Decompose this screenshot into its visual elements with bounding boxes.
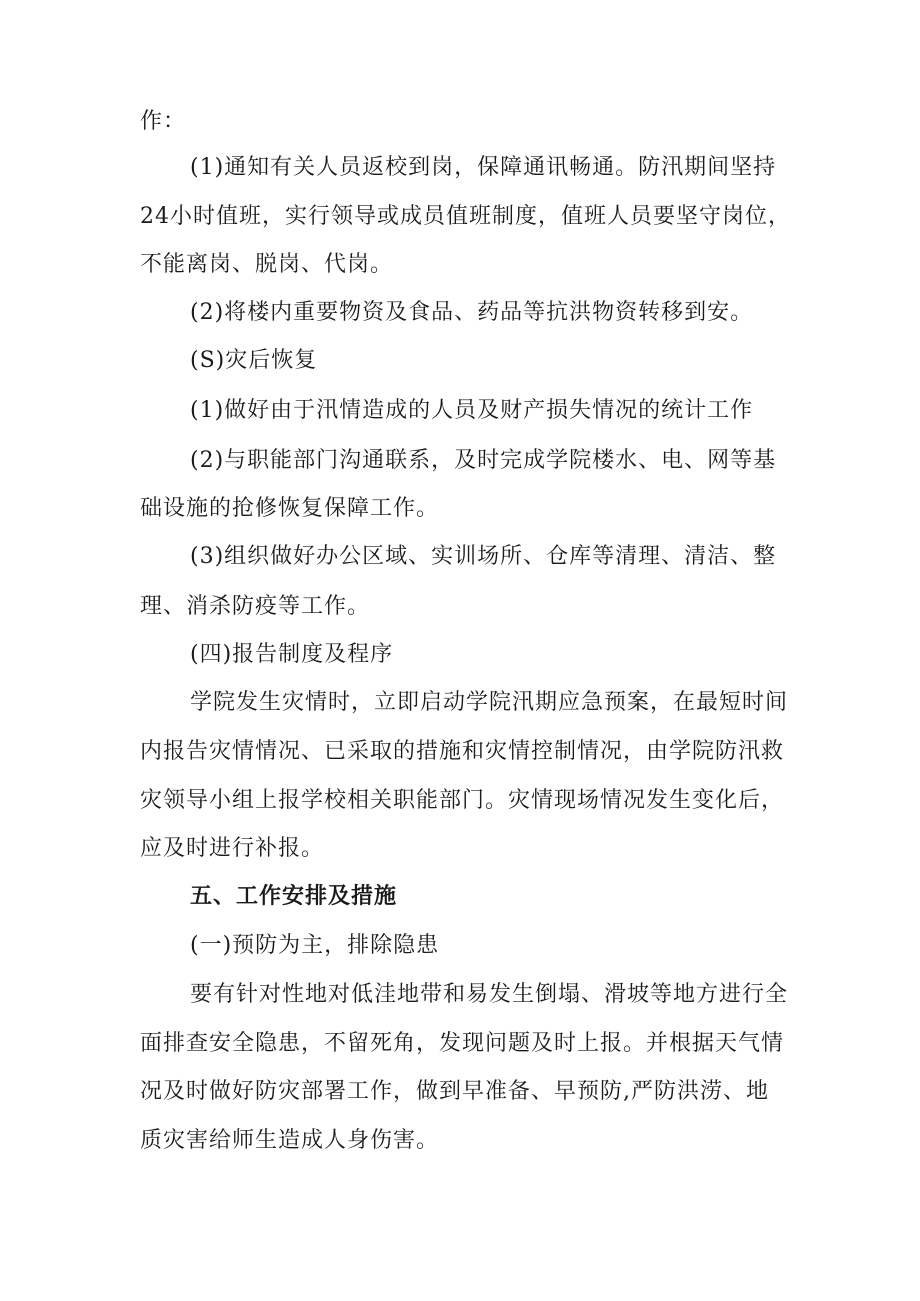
text-line: 况及时做好防灾部署工作，做到早准备、早预防,严防洪涝、地 [140,1079,769,1104]
text-line: (2)与职能部门沟通联系，及时完成学院楼水、电、网等基 [190,448,777,473]
text-line: 质灾害给师生造成人身伤害。 [140,1128,440,1153]
text-line: (S)灾后恢复 [190,348,318,373]
text-line: (1)做好由于汛情造成的人员及财产损失情况的统计工作 [190,398,754,423]
text-line: 24小时值班，实行领导或成员值班制度，值班人员要坚守岗位， [140,204,791,229]
section-heading: 五、工作安排及措施 [190,884,398,909]
text-line: (1)通知有关人员返校到岗，保障通讯畅通。防汛期间坚持 [190,155,777,180]
text-line: 作： [140,109,187,134]
text-line: 应及时进行补报。 [140,836,325,861]
text-line: 面排查安全隐患，不留死角，发现问题及时上报。并根据天气情 [140,1031,785,1056]
text-line: 理、消杀防疫等工作。 [140,594,371,619]
text-line: 础设施的抢修恢复保障工作。 [140,496,440,521]
text-line: 不能离岗、脱岗、代岗。 [140,252,394,277]
text-line: 灾领导小组上报学校相关职能部门。灾情现场情况发生变化后， [140,788,785,813]
text-line: 内报告灾情情况、已采取的措施和灾情控制情况，由学院防汛救 [140,739,785,764]
text-line: 学院发生灾情时，立即启动学院汛期应急预案，在最短时间 [190,690,789,715]
text-line: (2)将楼内重要物资及食品、药品等抗洪物资转移到安。 [190,300,754,325]
text-line: 要有针对性地对低洼地带和易发生倒塌、滑坡等地方进行全 [190,982,789,1007]
text-line: (3)组织做好办公区域、实训场所、仓库等清理、清洁、整 [190,544,777,569]
text-line: (一)预防为主，排除隐患 [190,933,440,958]
text-line: (四)报告制度及程序 [190,642,394,667]
